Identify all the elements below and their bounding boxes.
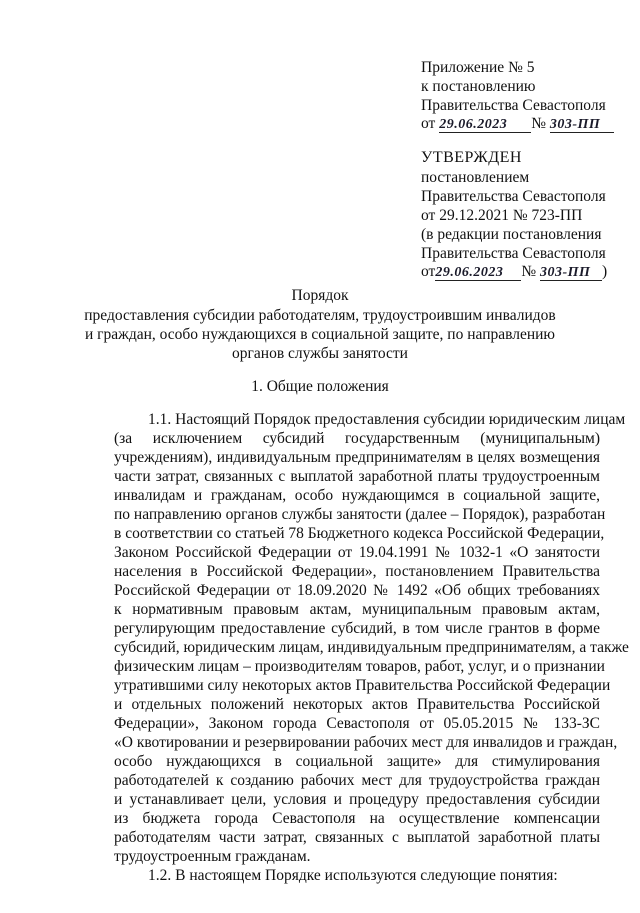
- approved-heading: УТВЕРЖДЕН: [421, 149, 522, 166]
- para-1-1-line: и устанавливает цели, условия и процедуру предоставления субсидии: [114, 791, 600, 808]
- appendix-line-2: к постановлению: [421, 78, 536, 95]
- para-1-2: 1.2. В настоящем Порядке используются следующие понятия:: [148, 867, 558, 884]
- para-1-1-line: из бюджета города Севастополя на осуществление компенсации: [114, 810, 600, 827]
- para-1-1-line: утратившими силу некоторых актов Правительства Российской Федерации: [114, 677, 611, 694]
- title-line-3: и граждан, особо нуждающихся в социальной защите, по направлению: [84, 326, 556, 343]
- appendix-handwritten-date: 29.06.2023: [439, 118, 531, 133]
- approved-line-2: постановлением: [421, 169, 530, 186]
- para-1-1-line: «О квотировании и резервировании рабочих мест для инвалидов и граждан,: [114, 734, 618, 751]
- approved-line-6: Правительства Севастополя: [421, 245, 606, 262]
- para-1-1-line: Федерации», Законом города Севастополя от 05.05.2015 № 133-ЗС: [114, 715, 600, 732]
- para-1-1-line: регулирующим предоставление субсидий, в том числе грантов в форме: [114, 620, 600, 637]
- approved-date-line: [421, 262, 607, 281]
- para-1-1-line: физическим лицам – производителям товаров, работ, услуг, и о признании: [114, 658, 605, 675]
- section-heading: 1. Общие положения: [251, 378, 389, 395]
- para-1-1-line: трудоустроенным гражданам.: [114, 848, 311, 865]
- appendix-handwritten-number: 303-ПП: [550, 118, 614, 133]
- para-1-1-line: населения в Российской Федерации», постановлением Правительства: [114, 563, 600, 580]
- para-1-1-line: части затрат, связанных с выплатой заработной платы трудоустроенным: [114, 468, 600, 485]
- approved-number-sign: №: [521, 263, 537, 280]
- para-1-1-line: Законом Российской Федерации от 19.04.1991 № 1032-1 «О занятости: [114, 544, 600, 561]
- document-title: Порядок: [291, 287, 349, 304]
- para-1-1-line: учреждениям), индивидуальным предпринимателям в целях возмещения: [114, 449, 600, 466]
- para-1-1-line: субсидий, юридическим лицам, индивидуальным предпринимателям, а также: [114, 639, 629, 656]
- para-1-1-line: Российской Федерации от 18.09.2020 № 1492 «Об общих требованиях: [114, 582, 600, 599]
- para-1-1-line: (за исключением субсидий государственным (муниципальным): [114, 430, 600, 447]
- approved-handwritten-number: 303-ПП: [540, 266, 602, 281]
- title-line-2: предоставления субсидии работодателям, трудоустроившим инвалидов: [84, 307, 556, 324]
- appendix-number-sign: №: [531, 115, 546, 132]
- approved-line-4: от 29.12.2021 № 723-ПП: [421, 207, 583, 224]
- para-1-1-line: по направлению органов службы занятости (далее – Порядок), разработан: [114, 506, 606, 523]
- para-1-1-line: особо нуждающихся в социальной защите» для стимулирования: [114, 753, 600, 770]
- para-1-1-line: в соответствии со статьей 78 Бюджетного кодекса Российской Федерации,: [114, 525, 605, 542]
- appendix-line-3: Правительства Севастополя: [421, 97, 606, 114]
- para-1-1-line: инвалидам и гражданам, особо нуждающимся в социальной защите,: [114, 487, 600, 504]
- para-1-1-line: и отдельных положений некоторых актов Правительства Российской: [114, 696, 600, 713]
- para-1-1-line: 1.1. Настоящий Порядок предоставления субсидии юридическим лицам: [148, 411, 626, 428]
- approved-line-3: Правительства Севастополя: [421, 188, 606, 205]
- appendix-date-prefix: от: [421, 115, 436, 132]
- approved-line-5: (в редакции постановления: [421, 226, 602, 243]
- approved-date-prefix: от: [421, 263, 436, 280]
- para-1-1-line: работодателей к созданию рабочих мест для трудоустройства граждан: [114, 772, 600, 789]
- appendix-date-line: [421, 114, 614, 133]
- approved-close-paren: ): [602, 263, 608, 280]
- para-1-1-line: работодателям части затрат, связанных с выплатой заработной платы: [114, 829, 600, 846]
- para-1-1-line: к нормативным правовым актам, муниципальным правовым актам,: [114, 601, 600, 618]
- approved-handwritten-date: 29.06.2023: [435, 266, 521, 281]
- title-line-4: органов службы занятости: [232, 345, 408, 362]
- appendix-number: Приложение № 5: [421, 59, 535, 76]
